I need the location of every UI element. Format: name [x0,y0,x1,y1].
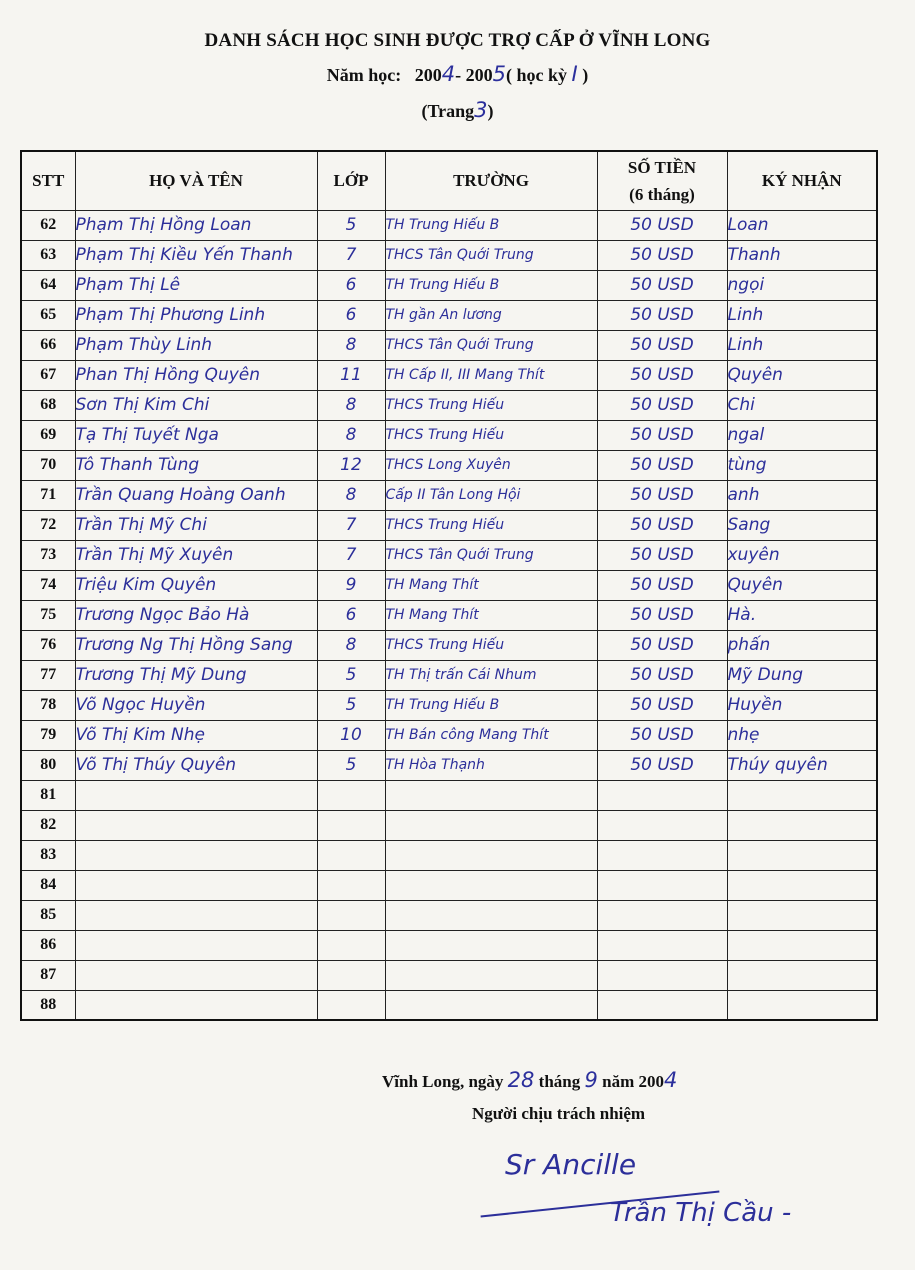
row-signature [727,810,877,840]
row-stt: 64 [21,270,75,300]
row-amount: 50 USD [597,720,727,750]
row-name: Triệu Kim Quyên [75,570,317,600]
row-amount: 50 USD [597,510,727,540]
row-signature [727,930,877,960]
table-row [21,600,877,630]
row-name: Võ Ngọc Huyền [75,690,317,720]
column-header-class: LỚP [317,151,385,210]
row-class: 10 [317,720,385,750]
table-row [21,780,877,810]
column-header-amount [597,151,727,210]
row-name: Phạm Thị Hồng Loan [75,210,317,240]
row-class [317,810,385,840]
row-school: TH Bán công Mang Thít [385,720,597,750]
table-row [21,420,877,450]
table-row [21,810,877,840]
page-number-line [0,98,915,122]
table-row [21,300,877,330]
row-stt: 65 [21,300,75,330]
row-stt: 75 [21,600,75,630]
row-name [75,780,317,810]
table-row [21,450,877,480]
row-name: Võ Thị Kim Nhẹ [75,720,317,750]
row-name: Trương Ngọc Bảo Hà [75,600,317,630]
column-header-signature: KÝ NHẬN [727,151,877,210]
signature-first: Sr Ancille [505,1148,637,1181]
amount-header-line2: (6 tháng) [629,184,695,204]
date-day-handwritten: 28 [507,1068,535,1092]
table-row [21,990,877,1020]
row-stt: 62 [21,210,75,240]
row-name [75,930,317,960]
row-name [75,960,317,990]
row-signature: Sang [727,510,877,540]
row-class: 5 [317,690,385,720]
row-school: TH Trung Hiếu B [385,210,597,240]
row-stt: 80 [21,750,75,780]
row-class: 6 [317,600,385,630]
row-name: Tô Thanh Tùng [75,450,317,480]
date-month-handwritten: 9 [584,1068,598,1092]
row-stt: 74 [21,570,75,600]
row-signature [727,900,877,930]
row-signature [727,870,877,900]
row-name: Phạm Thùy Linh [75,330,317,360]
row-name [75,840,317,870]
row-signature: Loan [727,210,877,240]
row-name: Phạm Thị Kiều Yến Thanh [75,240,317,270]
table-row [21,330,877,360]
row-name [75,990,317,1020]
row-school: TH Cấp II, III Mang Thít [385,360,597,390]
row-signature: Thúy quyên [727,750,877,780]
row-name: Sơn Thị Kim Chi [75,390,317,420]
year-end-handwritten: 5 [492,62,507,86]
row-school [385,990,597,1020]
table-header-row [21,151,877,210]
table-row [21,900,877,930]
row-amount: 50 USD [597,630,727,660]
row-signature: Quyên [727,570,877,600]
row-name [75,870,317,900]
row-signature [727,960,877,990]
row-signature: Chi [727,390,877,420]
row-school: THCS Trung Hiếu [385,630,597,660]
row-signature: ngọi [727,270,877,300]
row-stt: 72 [21,510,75,540]
row-amount [597,780,727,810]
row-amount: 50 USD [597,420,727,450]
row-class: 7 [317,510,385,540]
row-class: 7 [317,240,385,270]
date-year-label: năm 200 [602,1072,664,1091]
row-stt: 68 [21,390,75,420]
row-school: THCS Tân Quới Trung [385,240,597,270]
page-open: (Trang [421,101,475,121]
row-amount [597,930,727,960]
row-amount [597,990,727,1020]
row-school: TH Mang Thít [385,600,597,630]
row-amount [597,810,727,840]
row-name [75,900,317,930]
year-end-prefix: 200 [465,65,493,85]
row-stt: 86 [21,930,75,960]
row-class [317,840,385,870]
table-row [21,390,877,420]
student-table [20,150,878,1021]
row-signature: Linh [727,300,877,330]
row-amount: 50 USD [597,390,727,420]
row-school [385,960,597,990]
row-name: Trương Thị Mỹ Dung [75,660,317,690]
semester-open: ( học kỳ [506,65,568,85]
row-signature: ngal [727,420,877,450]
row-school: THCS Trung Hiếu [385,510,597,540]
table-row [21,630,877,660]
row-school: TH Trung Hiếu B [385,270,597,300]
row-stt: 76 [21,630,75,660]
date-place: Vĩnh Long, ngày [382,1072,504,1091]
row-class: 8 [317,630,385,660]
row-school: Cấp II Tân Long Hội [385,480,597,510]
row-amount: 50 USD [597,480,727,510]
row-school [385,840,597,870]
table-row [21,720,877,750]
row-stt: 79 [21,720,75,750]
row-name: Trương Ng Thị Hồng Sang [75,630,317,660]
row-class: 7 [317,540,385,570]
row-signature [727,780,877,810]
school-year-line [0,62,915,86]
row-stt: 66 [21,330,75,360]
row-name: Võ Thị Thúy Quyên [75,750,317,780]
row-class: 5 [317,660,385,690]
row-amount: 50 USD [597,750,727,780]
row-signature: tùng [727,450,877,480]
row-class: 8 [317,390,385,420]
row-amount: 50 USD [597,600,727,630]
row-class: 8 [317,420,385,450]
row-class [317,900,385,930]
row-school: TH Mang Thít [385,570,597,600]
row-school [385,900,597,930]
row-signature: phấn [727,630,877,660]
row-signature: Hà. [727,600,877,630]
year-start-handwritten: 4 [441,62,456,86]
row-signature [727,990,877,1020]
row-amount: 50 USD [597,360,727,390]
column-header-stt: STT [21,151,75,210]
row-school: THCS Tân Quới Trung [385,330,597,360]
school-year-label: Năm học: [326,65,402,85]
row-stt: 69 [21,420,75,450]
row-amount: 50 USD [597,690,727,720]
row-signature: anh [727,480,877,510]
row-class: 8 [317,480,385,510]
table-row [21,240,877,270]
semester-handwritten: I [571,62,578,86]
row-amount: 50 USD [597,330,727,360]
row-class: 8 [317,330,385,360]
row-name: Phan Thị Hồng Quyên [75,360,317,390]
row-stt: 84 [21,870,75,900]
row-signature: nhẹ [727,720,877,750]
row-stt: 73 [21,540,75,570]
row-class: 6 [317,270,385,300]
row-class: 5 [317,210,385,240]
date-line [382,1068,677,1092]
row-school: THCS Trung Hiếu [385,420,597,450]
signature-second: Trần Thị Cầu - [610,1198,792,1228]
row-amount [597,900,727,930]
row-amount [597,840,727,870]
table-row [21,660,877,690]
row-amount: 50 USD [597,660,727,690]
row-signature: Mỹ Dung [727,660,877,690]
table-row [21,480,877,510]
row-amount: 50 USD [597,570,727,600]
row-name: Phạm Thị Lê [75,270,317,300]
row-name: Phạm Thị Phương Linh [75,300,317,330]
row-stt: 70 [21,450,75,480]
table-row [21,870,877,900]
row-class [317,930,385,960]
row-stt: 63 [21,240,75,270]
table-row [21,360,877,390]
row-school [385,780,597,810]
page-handwritten: 3 [474,98,488,122]
row-school [385,870,597,900]
row-amount: 50 USD [597,300,727,330]
page-close: ) [487,101,494,121]
column-header-school: TRƯỜNG [385,151,597,210]
row-signature [727,840,877,870]
row-class [317,780,385,810]
row-class [317,960,385,990]
table-row [21,930,877,960]
row-stt: 88 [21,990,75,1020]
row-signature: Thanh [727,240,877,270]
table-row [21,210,877,240]
row-class [317,990,385,1020]
row-amount: 50 USD [597,210,727,240]
row-stt: 77 [21,660,75,690]
row-stt: 81 [21,780,75,810]
row-school [385,930,597,960]
row-class: 6 [317,300,385,330]
table-row [21,960,877,990]
row-name: Trần Quang Hoàng Oanh [75,480,317,510]
row-amount [597,960,727,990]
row-class: 5 [317,750,385,780]
row-stt: 78 [21,690,75,720]
row-name [75,810,317,840]
row-amount: 50 USD [597,270,727,300]
row-signature: Quyên [727,360,877,390]
semester-close: ) [582,65,589,85]
row-class [317,870,385,900]
row-school: THCS Long Xuyên [385,450,597,480]
table-row [21,540,877,570]
responsible-person-label: Người chịu trách nhiệm [472,1104,646,1123]
row-school: TH Hòa Thạnh [385,750,597,780]
row-school: TH gần An lương [385,300,597,330]
year-start-prefix: 200 [414,65,442,85]
table-row [21,840,877,870]
row-amount: 50 USD [597,240,727,270]
row-class: 12 [317,450,385,480]
table-row [21,690,877,720]
year-dash: - [455,65,462,85]
row-stt: 83 [21,840,75,870]
row-school: THCS Trung Hiếu [385,390,597,420]
document-title: DANH SÁCH HỌC SINH ĐƯỢC TRỢ CẤP Ở VĨNH LONG [204,30,711,51]
row-signature: Linh [727,330,877,360]
row-name: Trần Thị Mỹ Chi [75,510,317,540]
row-class: 9 [317,570,385,600]
date-month-label: tháng [538,1072,581,1091]
row-stt: 87 [21,960,75,990]
row-stt: 82 [21,810,75,840]
row-school: TH Thị trấn Cái Nhum [385,660,597,690]
row-amount: 50 USD [597,540,727,570]
column-header-name: HỌ VÀ TÊN [75,151,317,210]
row-name: Tạ Thị Tuyết Nga [75,420,317,450]
date-year-handwritten: 4 [663,1068,678,1092]
row-stt: 85 [21,900,75,930]
table-row [21,570,877,600]
row-name: Trần Thị Mỹ Xuyên [75,540,317,570]
table-row [21,510,877,540]
row-signature: Huyền [727,690,877,720]
row-stt: 71 [21,480,75,510]
row-school: THCS Tân Quới Trung [385,540,597,570]
row-stt: 67 [21,360,75,390]
row-signature: xuyên [727,540,877,570]
row-school [385,810,597,840]
row-amount: 50 USD [597,450,727,480]
row-school: TH Trung Hiếu B [385,690,597,720]
table-row [21,750,877,780]
amount-header-line1: SỐ TIỀN [627,157,697,177]
row-amount [597,870,727,900]
row-class: 11 [317,360,385,390]
table-row [21,270,877,300]
